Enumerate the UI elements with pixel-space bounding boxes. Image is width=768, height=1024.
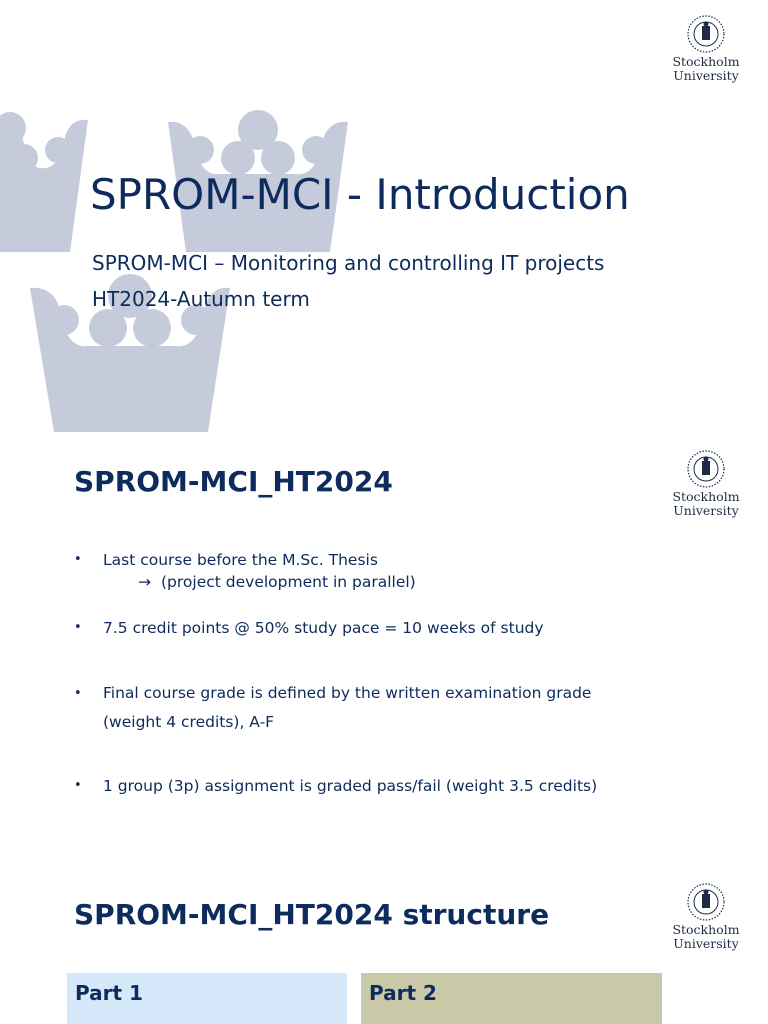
university-seal-icon — [686, 14, 726, 54]
bullet-item — [74, 549, 597, 593]
bullet-text: 7.5 credit points @ 50% study pace = 10 weeks of study — [103, 619, 544, 637]
bullet-text: Last course before the M.Sc. Thesis — [103, 551, 378, 569]
university-seal-icon — [686, 882, 726, 922]
part1-panel — [67, 973, 347, 1024]
bullet-list — [74, 549, 597, 797]
slide-heading: SPROM-MCI_HT2024 structure — [74, 898, 550, 931]
bullet-text: Final course grade is defined by the written examination grade — [103, 684, 592, 702]
logo-text-line2: University — [673, 936, 739, 951]
bullet-text: 1 group (3p) assignment is graded pass/fail (weight 3.5 credits) — [103, 777, 598, 795]
slide-introduction — [0, 0, 768, 432]
part2-panel — [361, 973, 662, 1024]
university-seal-icon — [686, 449, 726, 489]
stockholm-university-logo — [670, 882, 742, 950]
part2-title: Part 2 — [369, 981, 437, 1005]
bullet-text-continued: (weight 4 credits), A-F — [103, 713, 275, 731]
logo-text-line2: University — [673, 68, 739, 83]
sub-bullet-text: (project development in parallel) — [161, 573, 416, 591]
logo-text-line2: University — [673, 503, 739, 518]
slide-course-overview — [0, 433, 768, 865]
bullet-item — [74, 679, 597, 737]
arrow-right-icon: → — [138, 573, 151, 591]
slide-course-structure — [0, 866, 768, 1024]
bullet-item — [74, 617, 597, 639]
bullet-item — [74, 775, 597, 797]
stockholm-university-logo — [670, 449, 742, 517]
logo-text-line1: Stockholm — [672, 922, 740, 937]
logo-text-line1: Stockholm — [672, 489, 740, 504]
logo-text-line1: Stockholm — [672, 54, 740, 69]
slide-term: HT2024-Autumn term — [92, 287, 310, 311]
sub-bullet — [103, 571, 597, 593]
slide-subtitle: SPROM-MCI – Monitoring and controlling IT projects — [92, 251, 605, 275]
slide-heading: SPROM-MCI_HT2024 — [74, 465, 393, 498]
slide-title: SPROM-MCI - Introduction — [90, 170, 630, 219]
stockholm-university-logo — [670, 14, 742, 82]
part1-title: Part 1 — [75, 981, 143, 1005]
